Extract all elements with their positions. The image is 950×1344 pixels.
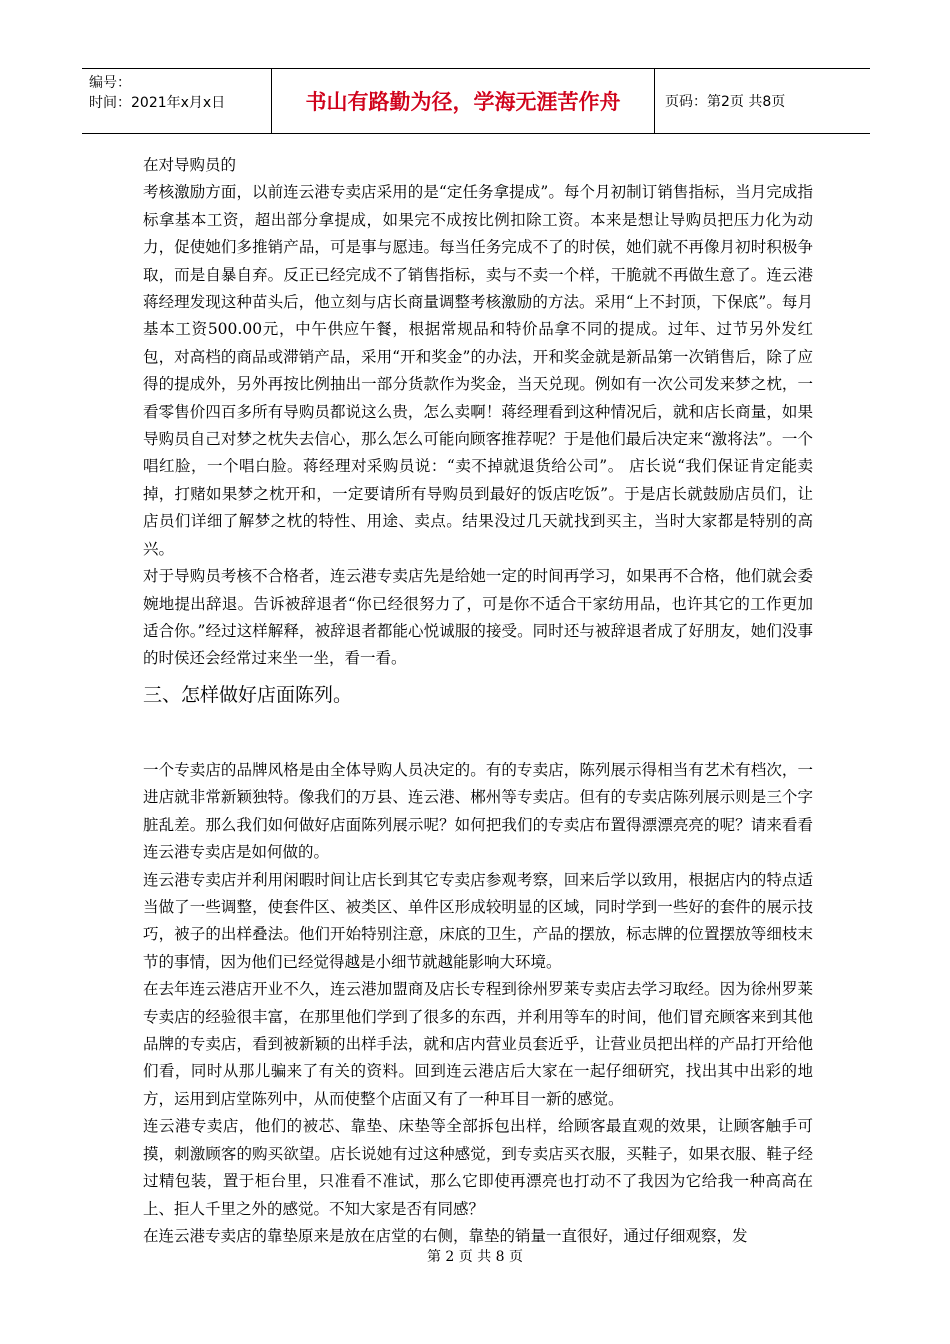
page-footer: 第 2 页 共 8 页	[426, 1249, 524, 1265]
paragraph: 对于导购员考核不合格者，连云港专卖店先是给她一定的时间再学习，如果再不合格，他们就会委婉地提出辞退。告诉被辞退者“你已经很努力了，可是你不适合干家纺用品，也许其它的工作更加适合你。”经过这样解释，被辞退者都能心悦诚服的接受。同时还与被辞退者成了好朋友，她们没事的时侯还会经常过来坐一坐，看一看。	[143, 567, 813, 668]
section-heading: 三、怎样做好店面陈列。	[143, 684, 353, 706]
header-page-label: 页码：第2页 共8页	[665, 94, 786, 110]
paragraph: 在连云港专卖店的靠垫原来是放在店堂的右侧，靠垫的销量一直很好，通过仔细观察，发	[143, 1226, 748, 1245]
header-motto: 书山有路勤为径，学海无涯苦作舟	[272, 69, 655, 133]
section-1-body	[143, 152, 813, 673]
paragraph: 连云港专卖店并利用闲暇时间让店长到其它专卖店参观考察，回来后学以致用，根据店内的特点适当做了一些调整，使套件区、被类区、单件区形成较明显的区域，同时学到一些好的套件的展示技巧，被子的出样叠法。他们开始特别注意，床底的卫生，产品的摆放，标志牌的位置摆放等细枝末节的事情，因为他们已经觉得越是小细节就越能影响大环境。	[143, 870, 813, 971]
number-label: 编号：	[89, 75, 131, 91]
paragraph: 考核激励方面，以前连云港专卖店采用的是“定任务拿提成”。每个月初制订销售指标，当月完成指标拿基本工资，超出部分拿提成，如果完不成按比例扣除工资。本来是想让导购员把压力化为动力，促使她们多推销产品，可是事与愿违。每当任务完成不了的时侯，她们就不再像月初时积极争取，而是自暴自弃。反正已经完成不了销售指标，卖与不卖一个样，干脆就不再做生意了。连云港蒋经理发现这种苗头后，他立刻与店长商量调整考核激励的方法。采用“上不封顶，下保底”。每月基本工资500.00元，中午供应午餐，根据常规品和特价品拿不同的提成。过年、过节另外发红包，对高档的商品或滞销产品，采用“开和奖金”的办法，开和奖金就是新品第一次销售后，除了应得的提成外，另外再按比例抽出一部分货款作为奖金，当天兑现。例如有一次公司发来梦之枕，一看零售价四百多所有导购员都说这么贵，怎么卖啊！蒋经理看到这种情况后，就和店长商量，如果导购员自己对梦之枕失去信心，那么怎么可能向顾客推荐呢？于是他们最后决定来“激将法”。一个唱红脸，一个唱白脸。蒋经理对采购员说：“卖不掉就退货给公司”。 店长说“我们保证肯定能卖掉，打赌如果梦之枕开和，一定要请所有导购员到最好的饭店吃饭”。于是店长就鼓励店员们，让店员们详细了解梦之枕的特性、用途、卖点。结果没过几天就找到买主，当时大家都是特别的高兴。	[143, 183, 813, 558]
paragraph: 一个专卖店的品牌风格是由全体导购人员决定的。有的专卖店，陈列展示得相当有艺术有档次，一进店就非常新颖独特。像我们的万县、连云港、郴州等专卖店。但有的专卖店陈列展示则是三个字脏乱差。那么我们如何做好店面陈列展示呢？如何把我们的专卖店布置得漂漂亮亮的呢？请来看看连云港专卖店是如何做的。	[143, 761, 813, 862]
paragraph: 在去年连云港店开业不久，连云港加盟商及店长专程到徐州罗莱专卖店去学习取经。因为徐州罗莱专卖店的经验很丰富，在那里他们学到了很多的东西，并利用等车的时间，他们冒充顾客来到其他品牌的专卖店，看到被新颖的出样手法，就和店内营业员套近乎，让营业员把出样的产品打开给他们看，同时从那儿骗来了有关的资料。回到连云港店后大家在一起仔细研究，找出其中出彩的地方，运用到店堂陈列中，从而使整个店面又有了一种耳目一新的感觉。	[143, 980, 813, 1108]
section-2-body	[143, 757, 813, 1250]
paragraph: 连云港专卖店，他们的被芯、靠垫、床垫等全部拆包出样，给顾客最直观的效果，让顾客触手可摸，刺激顾客的购买欲望。店长说她有过这种感觉，到专卖店买衣服，买鞋子，如果衣服、鞋子经过精包装，置于柜台里，只准看不准试，那么它即使再漂亮也打动不了我因为它给我一种高高在上、拒人千里之外的感觉。不知大家是否有同感？	[143, 1117, 813, 1218]
page-header	[82, 68, 870, 134]
header-meta	[82, 69, 272, 133]
date-label: 时间：2021年x月x日	[89, 95, 226, 111]
paragraph: 在对导购员的	[143, 156, 237, 174]
